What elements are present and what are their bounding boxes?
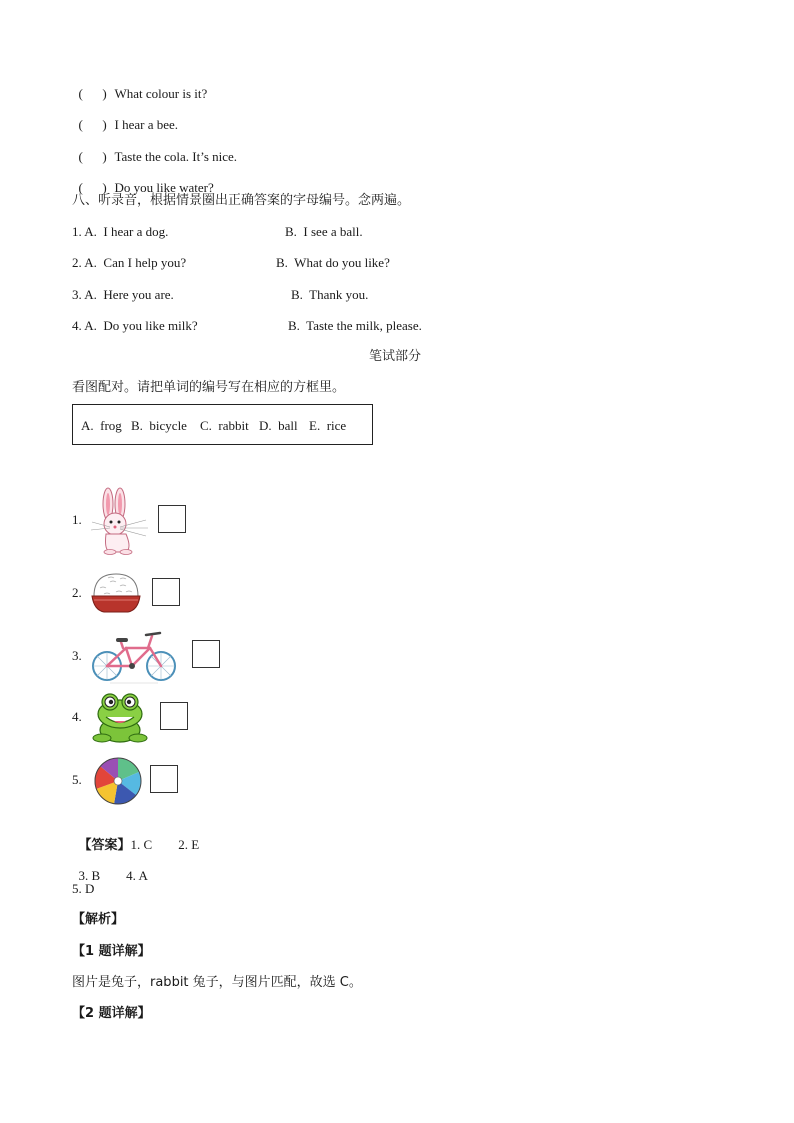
item-text: What colour is it?	[114, 86, 208, 101]
q8-option-b[interactable]: B. What do you like?	[276, 255, 390, 270]
analysis-label: 【解析】	[72, 912, 125, 927]
q8-option-b[interactable]: B. Thank you.	[291, 287, 369, 302]
word-option: B. bicycle	[131, 418, 187, 433]
answer-paren[interactable]: ( )	[78, 117, 107, 132]
picture-number: 5.	[72, 772, 82, 787]
answer-paren[interactable]: ( )	[78, 180, 107, 195]
answer-paren[interactable]: ( )	[78, 149, 107, 164]
q2-detail-title: 【2 题详解】	[72, 1006, 151, 1021]
matching-instruction: 看图配对。请把单词的编号写在相应的方框里。	[72, 380, 346, 395]
word-option: A. frog	[81, 418, 122, 433]
answer-box[interactable]	[158, 505, 186, 533]
rabbit-icon	[86, 486, 156, 556]
answer-paren[interactable]: ( )	[78, 86, 107, 101]
answer-value: 2. E	[178, 837, 200, 852]
q8-option-a[interactable]: 3. A. Here you are.	[72, 287, 174, 302]
answer-value: 5. D	[72, 881, 95, 896]
q8-option-b[interactable]: B. Taste the milk, please.	[288, 318, 422, 333]
word-bank-box	[72, 404, 373, 445]
answer-box[interactable]	[192, 640, 220, 668]
answer-box[interactable]	[150, 765, 178, 793]
picture-number: 3.	[72, 648, 82, 663]
answer-value: 3. B	[78, 868, 101, 883]
answer-value: 4. A	[126, 868, 148, 883]
q8-option-a[interactable]: 2. A. Can I help you?	[72, 255, 187, 270]
frog-icon	[92, 690, 148, 744]
bicycle-icon	[90, 628, 178, 684]
picture-number: 2.	[72, 585, 82, 600]
word-option: D. ball	[259, 418, 298, 433]
q8-option-b[interactable]: B. I see a ball.	[285, 224, 363, 239]
written-part-heading: 笔试部分	[369, 349, 422, 364]
picture-number: 4.	[72, 709, 82, 724]
answer-value: 1. C	[130, 837, 153, 852]
rice-bowl-icon	[90, 570, 142, 616]
q1-detail-text: 图片是兔子，rabbit 兔子，与图片匹配，故选 C。	[72, 975, 362, 990]
ball-icon	[94, 757, 142, 805]
item-text: I hear a bee.	[114, 117, 179, 132]
answer-box[interactable]	[152, 578, 180, 606]
listening-q7-item	[72, 98, 178, 134]
picture-number: 1.	[72, 512, 82, 527]
q8-option-a[interactable]: 1. A. I hear a dog.	[72, 224, 169, 239]
answer-box[interactable]	[160, 702, 188, 730]
item-text: Taste the cola. It’s nice.	[114, 149, 238, 164]
q8-option-a[interactable]: 4. A. Do you like milk?	[72, 318, 198, 333]
answer-label: 【答案】	[78, 838, 131, 853]
item-text: Do you like water?	[114, 180, 214, 195]
section-8-title: 八、听录音，根据情景圈出正确答案的字母编号。念两遍。	[72, 193, 411, 208]
q1-detail-title: 【1 题详解】	[72, 944, 151, 959]
word-option: C. rabbit	[200, 418, 249, 433]
word-option: E. rice	[309, 418, 347, 433]
